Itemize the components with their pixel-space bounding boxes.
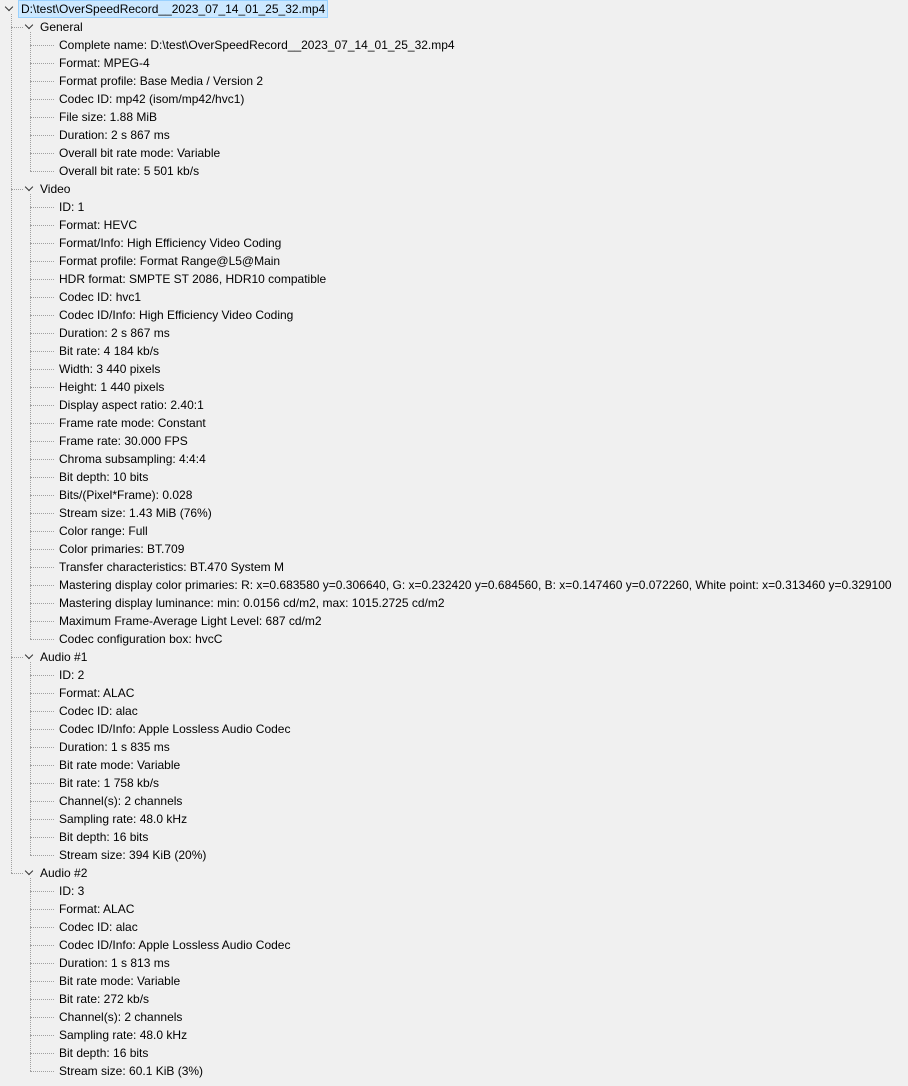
- property-text[interactable]: Codec ID: hvc1: [59, 290, 142, 304]
- property-text[interactable]: Bit depth: 16 bits: [59, 1046, 149, 1060]
- property-text[interactable]: Complete name: D:\test\OverSpeedRecord__2023_07_14_01_25_32.mp4: [59, 38, 455, 52]
- section-label[interactable]: Audio #1: [40, 650, 88, 664]
- tree-connector: [30, 99, 54, 100]
- property-text[interactable]: Overall bit rate mode: Variable: [59, 146, 221, 160]
- property-text[interactable]: Bit rate mode: Variable: [59, 974, 181, 988]
- property-text[interactable]: Channel(s): 2 channels: [59, 794, 183, 808]
- tree-connector: [30, 531, 54, 532]
- property-text[interactable]: Bit rate: 1 758 kb/s: [59, 776, 160, 790]
- property-text[interactable]: File size: 1.88 MiB: [59, 110, 158, 124]
- property-text[interactable]: Codec ID/Info: Apple Lossless Audio Codec: [59, 938, 291, 952]
- tree-connector: [30, 783, 54, 784]
- tree-connector: [30, 135, 54, 136]
- tree-connector: [30, 81, 54, 82]
- tree-connector: [30, 567, 54, 568]
- tree-connector: [30, 945, 54, 946]
- property-text[interactable]: Format: ALAC: [59, 686, 135, 700]
- tree-connector: [30, 261, 54, 262]
- tree-connector: [30, 878, 31, 1071]
- tree-connector: [30, 207, 54, 208]
- tree-connector: [30, 603, 54, 604]
- tree-connector: [30, 1035, 54, 1036]
- tree-connector: [30, 153, 54, 154]
- tree-connector: [30, 333, 54, 334]
- tree-connector: [30, 963, 54, 964]
- tree-connector: [30, 999, 54, 1000]
- tree-connector: [30, 405, 54, 406]
- tree-connector: [30, 765, 54, 766]
- section-label[interactable]: General: [40, 20, 83, 34]
- property-text[interactable]: Bit rate mode: Variable: [59, 758, 181, 772]
- tree-connector: [30, 981, 54, 982]
- property-text[interactable]: Display aspect ratio: 2.40:1: [59, 398, 204, 412]
- tree-connector: [30, 351, 54, 352]
- property-text[interactable]: Chroma subsampling: 4:4:4: [59, 452, 206, 466]
- tree-connector: [30, 621, 54, 622]
- tree-connector: [30, 297, 54, 298]
- property-text[interactable]: Sampling rate: 48.0 kHz: [59, 1028, 188, 1042]
- tree-connector: [11, 14, 12, 873]
- property-text[interactable]: Sampling rate: 48.0 kHz: [59, 812, 188, 826]
- property-text[interactable]: Format: ALAC: [59, 902, 135, 916]
- tree-connector: [11, 873, 23, 874]
- property-text[interactable]: Format: MPEG-4: [59, 56, 150, 70]
- tree-connector: [30, 729, 54, 730]
- tree-connector: [30, 45, 54, 46]
- tree-connector: [30, 477, 54, 478]
- property-text[interactable]: Codec ID: alac: [59, 920, 138, 934]
- property-text[interactable]: Codec ID/Info: High Efficiency Video Coding: [59, 308, 294, 322]
- tree-connector: [30, 927, 54, 928]
- property-text[interactable]: Bit rate: 272 kb/s: [59, 992, 150, 1006]
- property-text[interactable]: Stream size: 1.43 MiB (76%): [59, 506, 212, 520]
- tree-connector: [30, 837, 54, 838]
- root-file-label[interactable]: D:\test\OverSpeedRecord__2023_07_14_01_25_32.mp4: [18, 0, 328, 18]
- property-text[interactable]: Mastering display luminance: min: 0.0156 cd/m2, max: 1015.2725 cd/m2: [59, 596, 445, 610]
- property-text[interactable]: HDR format: SMPTE ST 2086, HDR10 compatible: [59, 272, 327, 286]
- tree-connector: [30, 1071, 54, 1072]
- tree-connector: [30, 315, 54, 316]
- property-text[interactable]: Stream size: 60.1 KiB (3%): [59, 1064, 204, 1078]
- property-text[interactable]: Format profile: Base Media / Version 2: [59, 74, 264, 88]
- tree-connector: [11, 189, 23, 190]
- tree-connector: [30, 459, 54, 460]
- tree-connector: [30, 855, 54, 856]
- tree-connector: [30, 495, 54, 496]
- property-text[interactable]: Bit depth: 10 bits: [59, 470, 149, 484]
- tree-connector: [30, 513, 54, 514]
- property-text[interactable]: Mastering display color primaries: R: x=0.683580 y=0.306640, G: x=0.232420 y=0.684560, B: x=0.147460 y=0.072260, White point: x=0.313460 y=0.329100: [59, 578, 892, 592]
- property-text[interactable]: ID: 3: [59, 884, 85, 898]
- tree-connector: [30, 1053, 54, 1054]
- property-text[interactable]: Duration: 1 s 813 ms: [59, 956, 170, 970]
- property-text[interactable]: Frame rate: 30.000 FPS: [59, 434, 188, 448]
- property-text[interactable]: Maximum Frame-Average Light Level: 687 cd/m2: [59, 614, 322, 628]
- property-text[interactable]: ID: 2: [59, 668, 85, 682]
- tree-connector: [30, 63, 54, 64]
- property-text[interactable]: Overall bit rate: 5 501 kb/s: [59, 164, 200, 178]
- tree-connector: [30, 549, 54, 550]
- tree-connector: [30, 117, 54, 118]
- property-text[interactable]: Format/Info: High Efficiency Video Coding: [59, 236, 282, 250]
- tree-connector: [30, 909, 54, 910]
- tree-connector: [30, 639, 54, 640]
- property-text[interactable]: Frame rate mode: Constant: [59, 416, 206, 430]
- tree-connector: [30, 819, 54, 820]
- property-text[interactable]: Color range: Full: [59, 524, 148, 538]
- property-text[interactable]: Codec ID: mp42 (isom/mp42/hvc1): [59, 92, 245, 106]
- tree-connector: [11, 657, 23, 658]
- property-text[interactable]: Bit depth: 16 bits: [59, 830, 149, 844]
- property-text[interactable]: Height: 1 440 pixels: [59, 380, 165, 394]
- tree-connector: [30, 801, 54, 802]
- property-text[interactable]: Stream size: 394 KiB (20%): [59, 848, 207, 862]
- property-text[interactable]: Width: 3 440 pixels: [59, 362, 161, 376]
- section-label[interactable]: Audio #2: [40, 866, 88, 880]
- property-text[interactable]: Channel(s): 2 channels: [59, 1010, 183, 1024]
- tree-connector: [30, 891, 54, 892]
- property-text[interactable]: Bit rate: 4 184 kb/s: [59, 344, 160, 358]
- tree-connector: [30, 279, 54, 280]
- tree-connector: [30, 711, 54, 712]
- property-text[interactable]: Format: HEVC: [59, 218, 138, 232]
- property-text[interactable]: Codec configuration box: hvcC: [59, 632, 223, 646]
- tree-connector: [30, 387, 54, 388]
- tree-connector: [11, 27, 23, 28]
- tree-connector: [30, 1017, 54, 1018]
- tree-connector: [30, 194, 31, 639]
- property-text[interactable]: Duration: 1 s 835 ms: [59, 740, 170, 754]
- property-text[interactable]: Duration: 2 s 867 ms: [59, 128, 170, 142]
- property-text[interactable]: Format profile: Format Range@L5@Main: [59, 254, 281, 268]
- property-text[interactable]: Color primaries: BT.709: [59, 542, 185, 556]
- property-text[interactable]: Bits/(Pixel*Frame): 0.028: [59, 488, 193, 502]
- tree-connector: [30, 423, 54, 424]
- property-text[interactable]: ID: 1: [59, 200, 85, 214]
- tree-connector: [30, 171, 54, 172]
- tree-connector: [30, 662, 31, 855]
- property-text[interactable]: Codec ID/Info: Apple Lossless Audio Codec: [59, 722, 291, 736]
- property-text[interactable]: Duration: 2 s 867 ms: [59, 326, 170, 340]
- tree-connector: [30, 32, 31, 171]
- tree-connector: [30, 585, 54, 586]
- tree-connector: [30, 369, 54, 370]
- tree-connector: [30, 225, 54, 226]
- tree-connector: [30, 675, 54, 676]
- tree-connector: [30, 693, 54, 694]
- property-text[interactable]: Codec ID: alac: [59, 704, 138, 718]
- tree-connector: [30, 441, 54, 442]
- tree-connector: [30, 243, 54, 244]
- tree-connector: [30, 747, 54, 748]
- property-text[interactable]: Transfer characteristics: BT.470 System M: [59, 560, 284, 574]
- section-label[interactable]: Video: [40, 182, 71, 196]
- collapse-chevron-icon[interactable]: [4, 0, 16, 18]
